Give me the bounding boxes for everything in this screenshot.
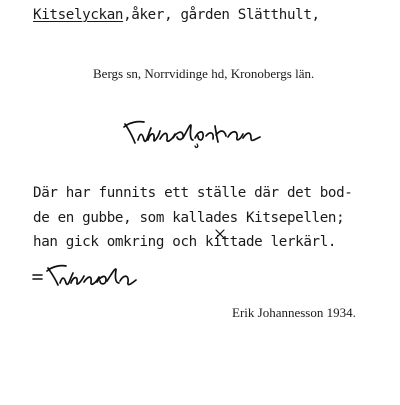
card-heading: [33, 7, 320, 23]
headword: Kitselyckan: [33, 7, 124, 23]
location-line: Bergs sn, Norrvidinge hd, Kronobergs län.: [93, 66, 315, 81]
heading-description: ,åker, gården Slätthult,: [123, 7, 320, 23]
insertion-mark: [214, 228, 226, 240]
text-line-2: de en gubbe, som kallades Kitsepellen;: [33, 210, 345, 226]
text-line-3: han gick omkring och kittade lerkärl.: [33, 234, 337, 250]
signature: Erik Johannesson 1934.: [232, 305, 356, 320]
handwritten-variant-form: [30, 262, 150, 292]
text-line-1: Där har funnits ett ställe där det bod-: [33, 185, 353, 201]
handwritten-place-name: [120, 118, 270, 152]
